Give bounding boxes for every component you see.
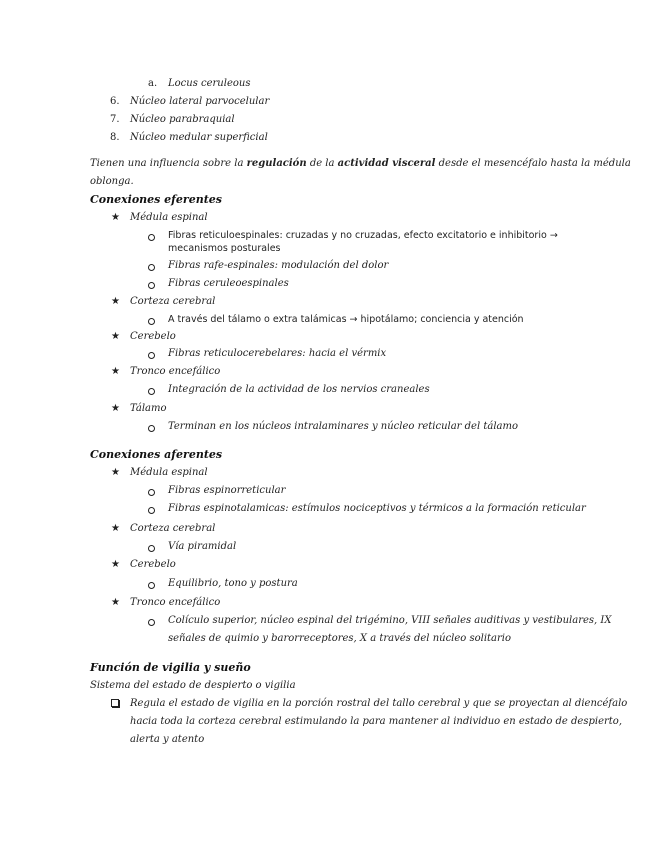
sleep-item-line1: Regula el estado de vigilia en la porción rostral del tallo cerebral y que se proyectan al diencéfalo	[130, 698, 628, 709]
heading-efferent: Conexiones eferentes	[90, 193, 222, 206]
aff-corteza-label: Corteza cerebral	[130, 523, 216, 534]
sleep-subtitle: Sistema del estado de despierto o vigilia	[90, 680, 296, 691]
aff-tronco-label: Tronco encefálico	[130, 597, 221, 608]
circle-bullet-icon	[148, 489, 155, 496]
aff-medula-sub2: Fibras espinotalamicas: estímulos nociceptivos y térmicos a la formación reticular	[168, 503, 586, 514]
aff-tronco-sub1-line2: señales de quimio y barorreceptores, X a través del núcleo solitario	[168, 633, 512, 644]
list-marker-7: 7.	[110, 114, 120, 125]
heading-sleep: Función de vigilia y sueño	[90, 661, 251, 674]
star-bullet-icon: ★	[111, 331, 120, 342]
list-marker-a: a.	[148, 78, 158, 89]
circle-bullet-icon	[148, 264, 155, 271]
aff-corteza-sub1: Vía piramidal	[168, 541, 237, 552]
intro-bold-regulacion: regulación	[246, 158, 307, 169]
aff-tronco-sub1-line1: Colículo superior, núcleo espinal del trigémino, VIII señales auditivas y vestibulares, IX	[168, 615, 612, 626]
star-bullet-icon: ★	[111, 467, 120, 478]
circle-bullet-icon	[148, 582, 155, 589]
circle-bullet-icon	[148, 318, 155, 325]
eff-cerebelo-label: Cerebelo	[130, 331, 176, 342]
eff-cerebelo-sub1: Fibras reticulocerebelares: hacia el vérmix	[168, 348, 387, 359]
aff-medula-sub1: Fibras espinorreticular	[168, 485, 286, 496]
star-bullet-icon: ★	[111, 212, 120, 223]
star-bullet-icon: ★	[111, 403, 120, 414]
intro-line-2: oblonga.	[90, 176, 134, 187]
square-bullet-icon	[111, 699, 119, 707]
eff-tronco-sub1: Integración de la actividad de los nervios craneales	[168, 384, 430, 395]
aff-cerebelo-label: Cerebelo	[130, 559, 176, 570]
list-marker-8: 8.	[110, 132, 120, 143]
eff-corteza-sub1: A través del tálamo o extra talámicas → hipotálamo; conciencia y atención	[168, 314, 524, 325]
list-item-locus: Locus ceruleous	[168, 78, 251, 89]
intro-bold-actividad: actividad visceral	[337, 158, 436, 169]
star-bullet-icon: ★	[111, 366, 120, 377]
list-item-8: Núcleo medular superficial	[130, 132, 268, 143]
eff-talamo-label: Tálamo	[130, 403, 167, 414]
circle-bullet-icon	[148, 388, 155, 395]
aff-medula-label: Médula espinal	[130, 467, 208, 478]
eff-talamo-sub1: Terminan en los núcleos intralaminares y núcleo reticular del tálamo	[168, 421, 518, 432]
sleep-item-line3: alerta y atento	[130, 734, 205, 745]
circle-bullet-icon	[148, 545, 155, 552]
circle-bullet-icon	[148, 282, 155, 289]
aff-cerebelo-sub1: Equilibrio, tono y postura	[168, 578, 298, 589]
star-bullet-icon: ★	[111, 597, 120, 608]
circle-bullet-icon	[148, 352, 155, 359]
heading-afferent: Conexiones aferentes	[90, 448, 223, 461]
eff-medula-sub1-line1: Fibras reticuloespinales: cruzadas y no cruzadas, efecto excitatorio e inhibitorio →	[168, 230, 558, 241]
circle-bullet-icon	[148, 507, 155, 514]
list-marker-6: 6.	[110, 96, 120, 107]
star-bullet-icon: ★	[111, 559, 120, 570]
intro-text-2: de la	[309, 158, 335, 169]
intro-text-3: desde el mesencéfalo hasta la médula	[438, 158, 631, 169]
circle-bullet-icon	[148, 425, 155, 432]
circle-bullet-icon	[148, 234, 155, 241]
eff-medula-sub1-line2: mecanismos posturales	[168, 243, 281, 254]
eff-medula-label: Médula espinal	[130, 212, 208, 223]
intro-text-1: Tienen una influencia sobre la	[90, 158, 244, 169]
eff-corteza-label: Corteza cerebral	[130, 296, 216, 307]
list-item-6: Núcleo lateral parvocelular	[130, 96, 270, 107]
intro-paragraph	[90, 157, 631, 171]
list-item-7: Núcleo parabraquial	[130, 114, 235, 125]
eff-tronco-label: Tronco encefálico	[130, 366, 221, 377]
star-bullet-icon: ★	[111, 296, 120, 307]
eff-medula-sub3: Fibras ceruleoespinales	[168, 278, 289, 289]
star-bullet-icon: ★	[111, 523, 120, 534]
circle-bullet-icon	[148, 619, 155, 626]
sleep-item-line2: hacia toda la corteza cerebral estimulando la para mantener al individuo en estado de despierto,	[130, 716, 622, 727]
eff-medula-sub2: Fibras rafe-espinales: modulación del dolor	[168, 260, 389, 271]
